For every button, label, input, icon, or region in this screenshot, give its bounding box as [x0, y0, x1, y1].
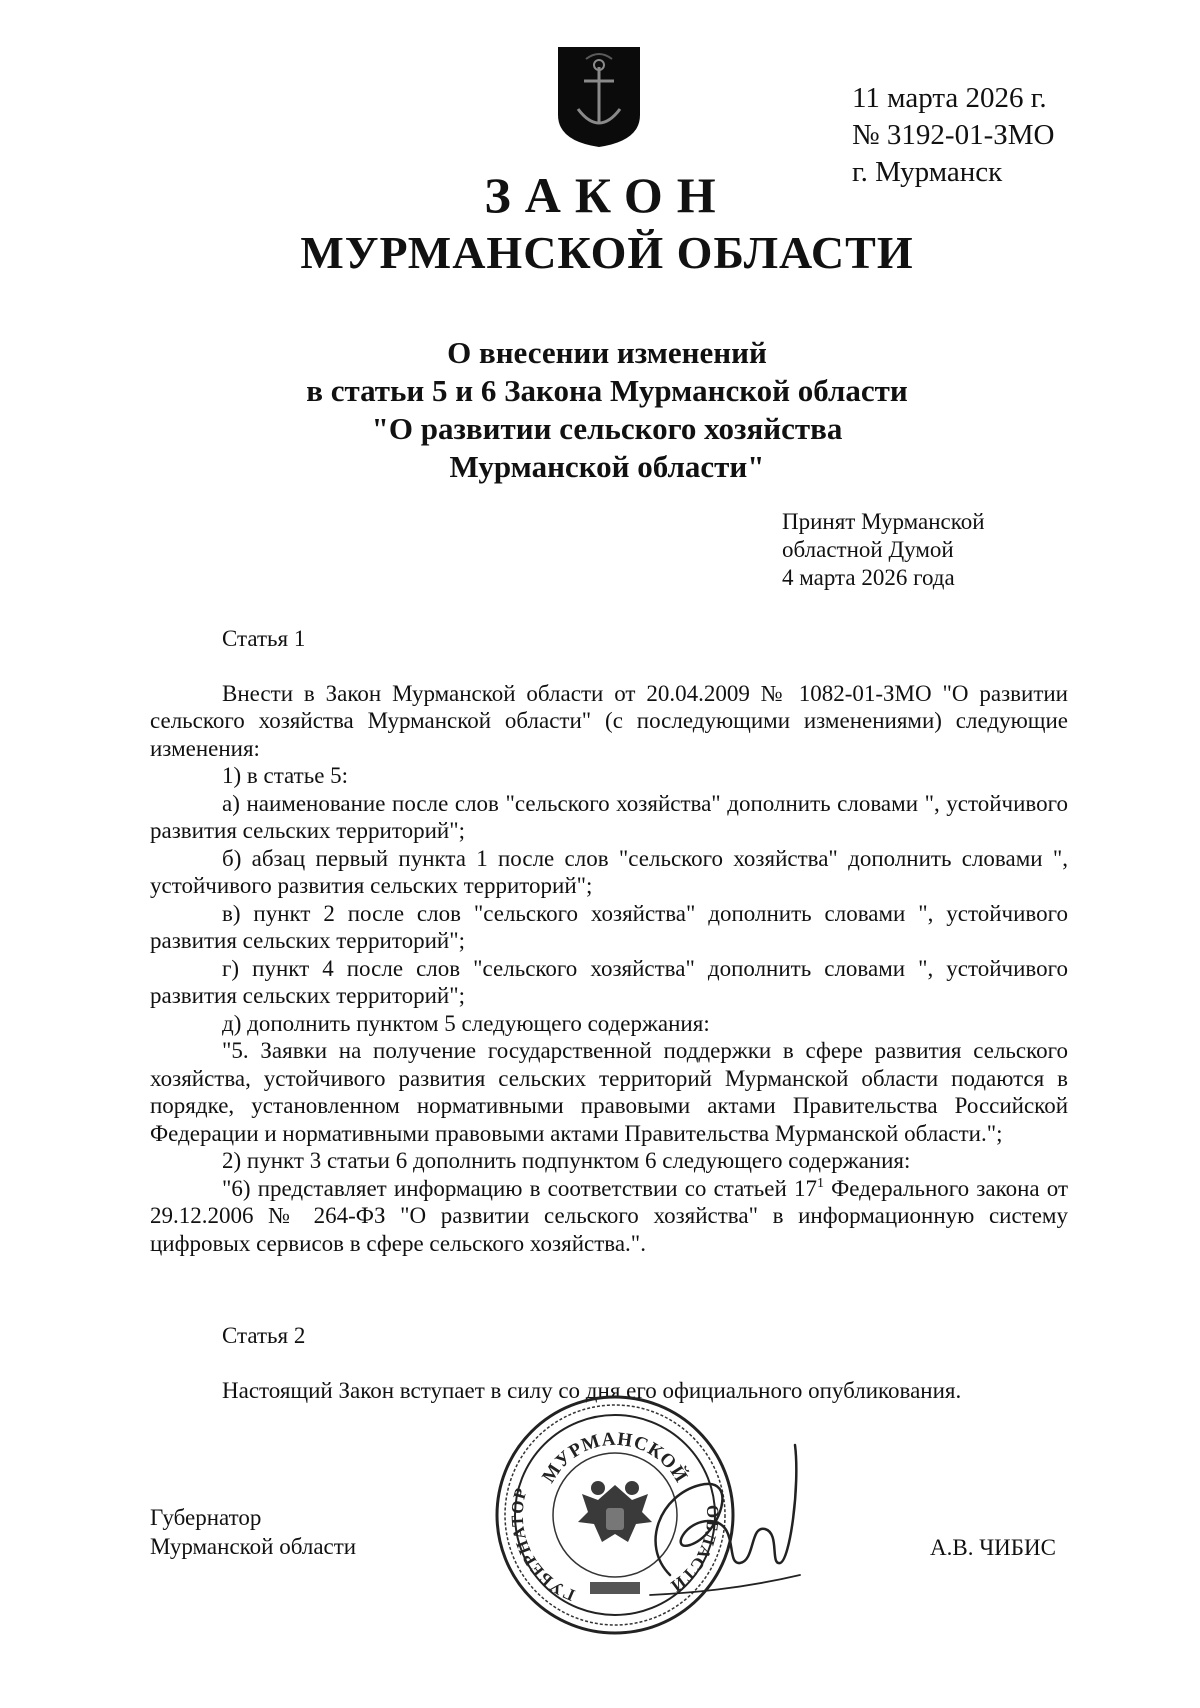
- amendment-item: б) абзац первый пункта 1 после слов "сельского хозяйства" дополнить словами ", устойчивого развития сельских территорий";: [150, 845, 1068, 898]
- signatory-name: А.В. ЧИБИС: [930, 1535, 1056, 1560]
- document-title: [0, 334, 1200, 486]
- title-line: Мурманской области": [449, 449, 765, 484]
- document-number: № 3192-01-ЗМО: [852, 119, 1055, 151]
- document-date: 11 марта 2026 г.: [852, 82, 1047, 114]
- article-1: [150, 625, 1068, 1257]
- position-line: Мурманской области: [150, 1534, 357, 1559]
- article-2-heading: Статья 2: [222, 1323, 306, 1348]
- amendment-item: "5. Заявки на получение государственной поддержки в сфере развития сельского хозяйства, устойчивого развития сельских территорий Мурманской области подаются в порядке, установленном нормативными правовыми актами Правительства Российской Федерации и нормативными правовыми актами Правительства Мурманской области.";: [150, 1038, 1068, 1146]
- item-6-superscript: 1: [816, 1175, 824, 1191]
- article-1-heading: Статья 1: [222, 626, 306, 651]
- title-line: "О развитии сельского хозяйства: [371, 411, 843, 446]
- coat-of-arms-emblem: [556, 45, 642, 149]
- amendment-item: 2) пункт 3 статьи 6 дополнить подпунктом 6 следующего содержания:: [222, 1148, 911, 1173]
- amendment-item-6: [150, 1175, 1068, 1258]
- svg-text:ГУБЕРНАТОР: ГУБЕРНАТОР: [507, 1485, 578, 1605]
- position-line: Губернатор: [150, 1505, 262, 1530]
- adoption-line: 4 марта 2026 года: [782, 565, 955, 590]
- title-line: О внесении изменений: [447, 335, 767, 370]
- law-heading: ЗАКОН: [484, 167, 730, 223]
- signatory-position: [150, 1503, 356, 1561]
- article-2-text: Настоящий Закон вступает в силу со дня его официального опубликования.: [222, 1377, 962, 1403]
- handwritten-signature: [630, 1425, 810, 1615]
- item-6-text-rest: Федерального закона от 29.12.2006 № 264-ФЗ "О развитии сельского хозяйства" в информационную систему цифровых сервисов в сфере сельского хозяйства.".: [150, 1175, 1068, 1256]
- amendment-item: в) пункт 2 после слов "сельского хозяйства" дополнить словами ", устойчивого развития сельских территорий";: [150, 900, 1068, 953]
- adoption-note: [782, 508, 985, 592]
- amendment-item: г) пункт 4 после слов "сельского хозяйства" дополнить словами ", устойчивого развития сельских территорий";: [150, 955, 1068, 1008]
- svg-text:ОБЛАСТИ: ОБЛАСТИ: [666, 1504, 723, 1597]
- adoption-line: областной Думой: [782, 537, 954, 562]
- adoption-line: Принят Мурманской: [782, 509, 985, 534]
- article-1-intro: Внести в Закон Мурманской области от 20.04.2009 № 1082-01-ЗМО "О развитии сельского хозяйства Мурманской области" (с последующими изменениями) следующие изменения:: [150, 680, 1068, 761]
- amendment-item: 1) в статье 5:: [222, 763, 349, 788]
- document-city: г. Мурманск: [852, 156, 1003, 188]
- law-region-heading: МУРМАНСКОЙ ОБЛАСТИ: [300, 227, 914, 278]
- title-line: в статьи 5 и 6 Закона Мурманской области: [306, 373, 908, 408]
- item-6-text: "6) представляет информацию в соответствии со статьей 17: [222, 1175, 817, 1201]
- amendment-item: а) наименование после слов "сельского хозяйства" дополнить словами ", устойчивого развития сельских территорий";: [150, 790, 1068, 843]
- svg-text:МУРМАНСКОЙ: МУРМАНСКОЙ: [538, 1428, 692, 1487]
- amendment-item: д) дополнить пунктом 5 следующего содержания:: [222, 1010, 710, 1036]
